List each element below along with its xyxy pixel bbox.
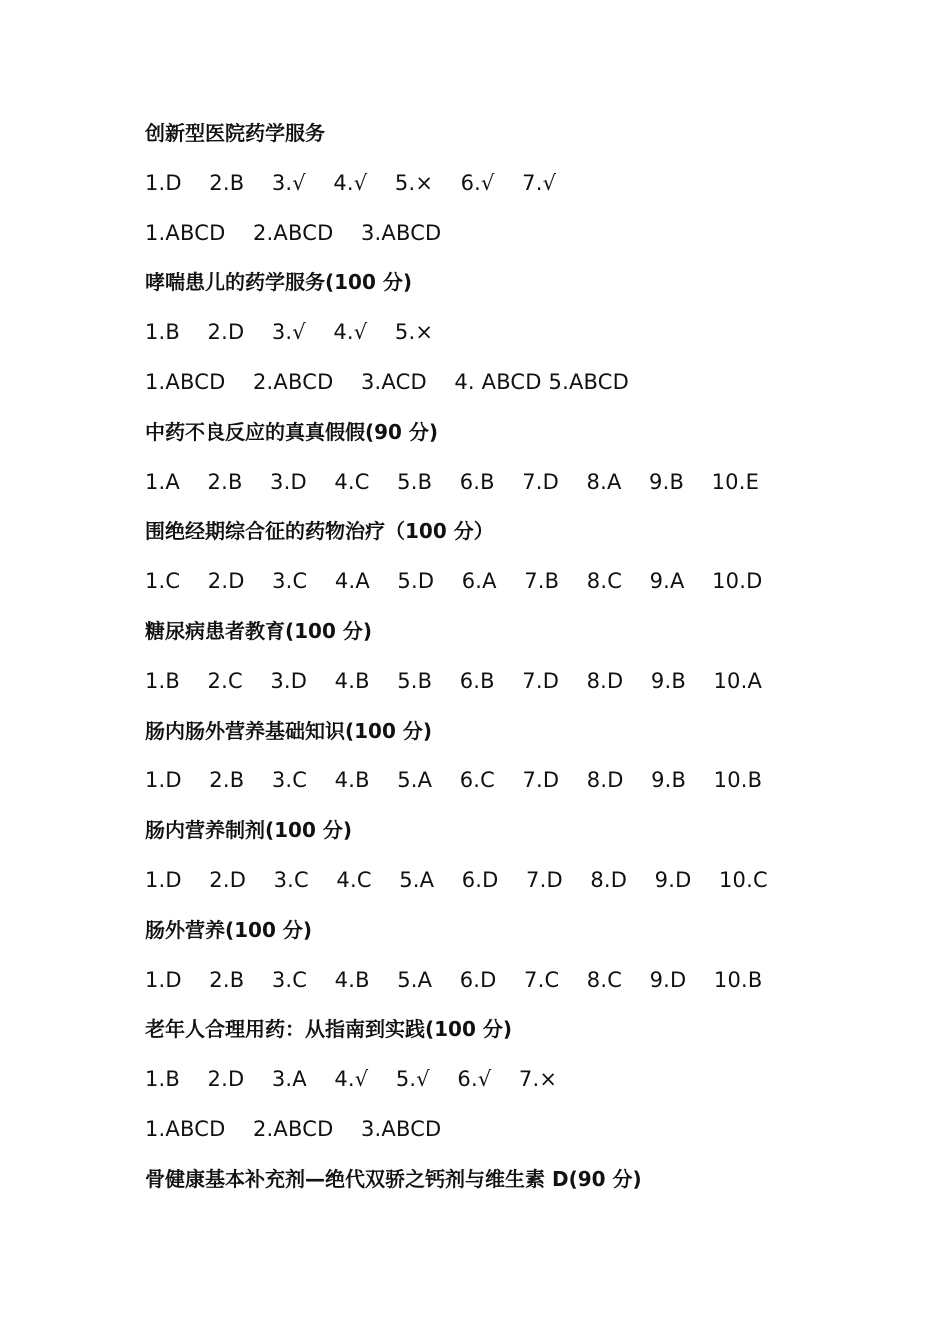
answer-line: 1.ABCD 2.ABCD 3.ACD 4. ABCD 5.ABCD — [145, 369, 630, 394]
section-title: 肠外营养(100 分) — [145, 917, 312, 942]
answer-line: 1.A 2.B 3.D 4.C 5.B 6.B 7.D 8.A 9.B 10.E — [145, 469, 760, 494]
answer-line: 1.B 2.D 3.√ 4.√ 5.× — [145, 320, 434, 345]
section-title: 老年人合理用药：从指南到实践(100 分) — [145, 1017, 512, 1042]
answer-line: 1.C 2.D 3.C 4.A 5.D 6.A 7.B 8.C 9.A 10.D — [145, 569, 763, 594]
answer-line: 1.B 2.C 3.D 4.B 5.B 6.B 7.D 8.D 9.B 10.A — [145, 668, 763, 693]
section-title: 围绝经期综合征的药物治疗（100 分） — [145, 519, 494, 544]
section-title: 哮喘患儿的药学服务(100 分) — [145, 270, 412, 295]
answer-line: 1.ABCD 2.ABCD 3.ABCD — [145, 1116, 442, 1141]
section-title: 肠内营养制剂(100 分) — [145, 818, 352, 843]
section-title: 创新型医院药学服务 — [145, 121, 325, 145]
answer-line: 1.D 2.D 3.C 4.C 5.A 6.D 7.D 8.D 9.D 10.C — [145, 867, 768, 892]
section-title: 肠内肠外营养基础知识(100 分) — [145, 718, 432, 743]
answer-line: 1.ABCD 2.ABCD 3.ABCD — [145, 220, 442, 245]
answer-line: 1.D 2.B 3.C 4.B 5.A 6.C 7.D 8.D 9.B 10.B — [145, 768, 763, 793]
answer-sheet — [145, 113, 905, 1209]
answer-line: 1.B 2.D 3.A 4.√ 5.√ 6.√ 7.× — [145, 1067, 558, 1092]
section-title: 骨健康基本补充剂—绝代双骄之钙剂与维生素 D(90 分) — [145, 1166, 642, 1191]
section-title: 糖尿病患者教育(100 分) — [145, 618, 372, 643]
answer-line: 1.D 2.B 3.√ 4.√ 5.× 6.√ 7.√ — [145, 170, 557, 195]
section-title: 中药不良反应的真真假假(90 分) — [145, 419, 439, 444]
answer-line: 1.D 2.B 3.C 4.B 5.A 6.D 7.C 8.C 9.D 10.B — [145, 967, 763, 992]
